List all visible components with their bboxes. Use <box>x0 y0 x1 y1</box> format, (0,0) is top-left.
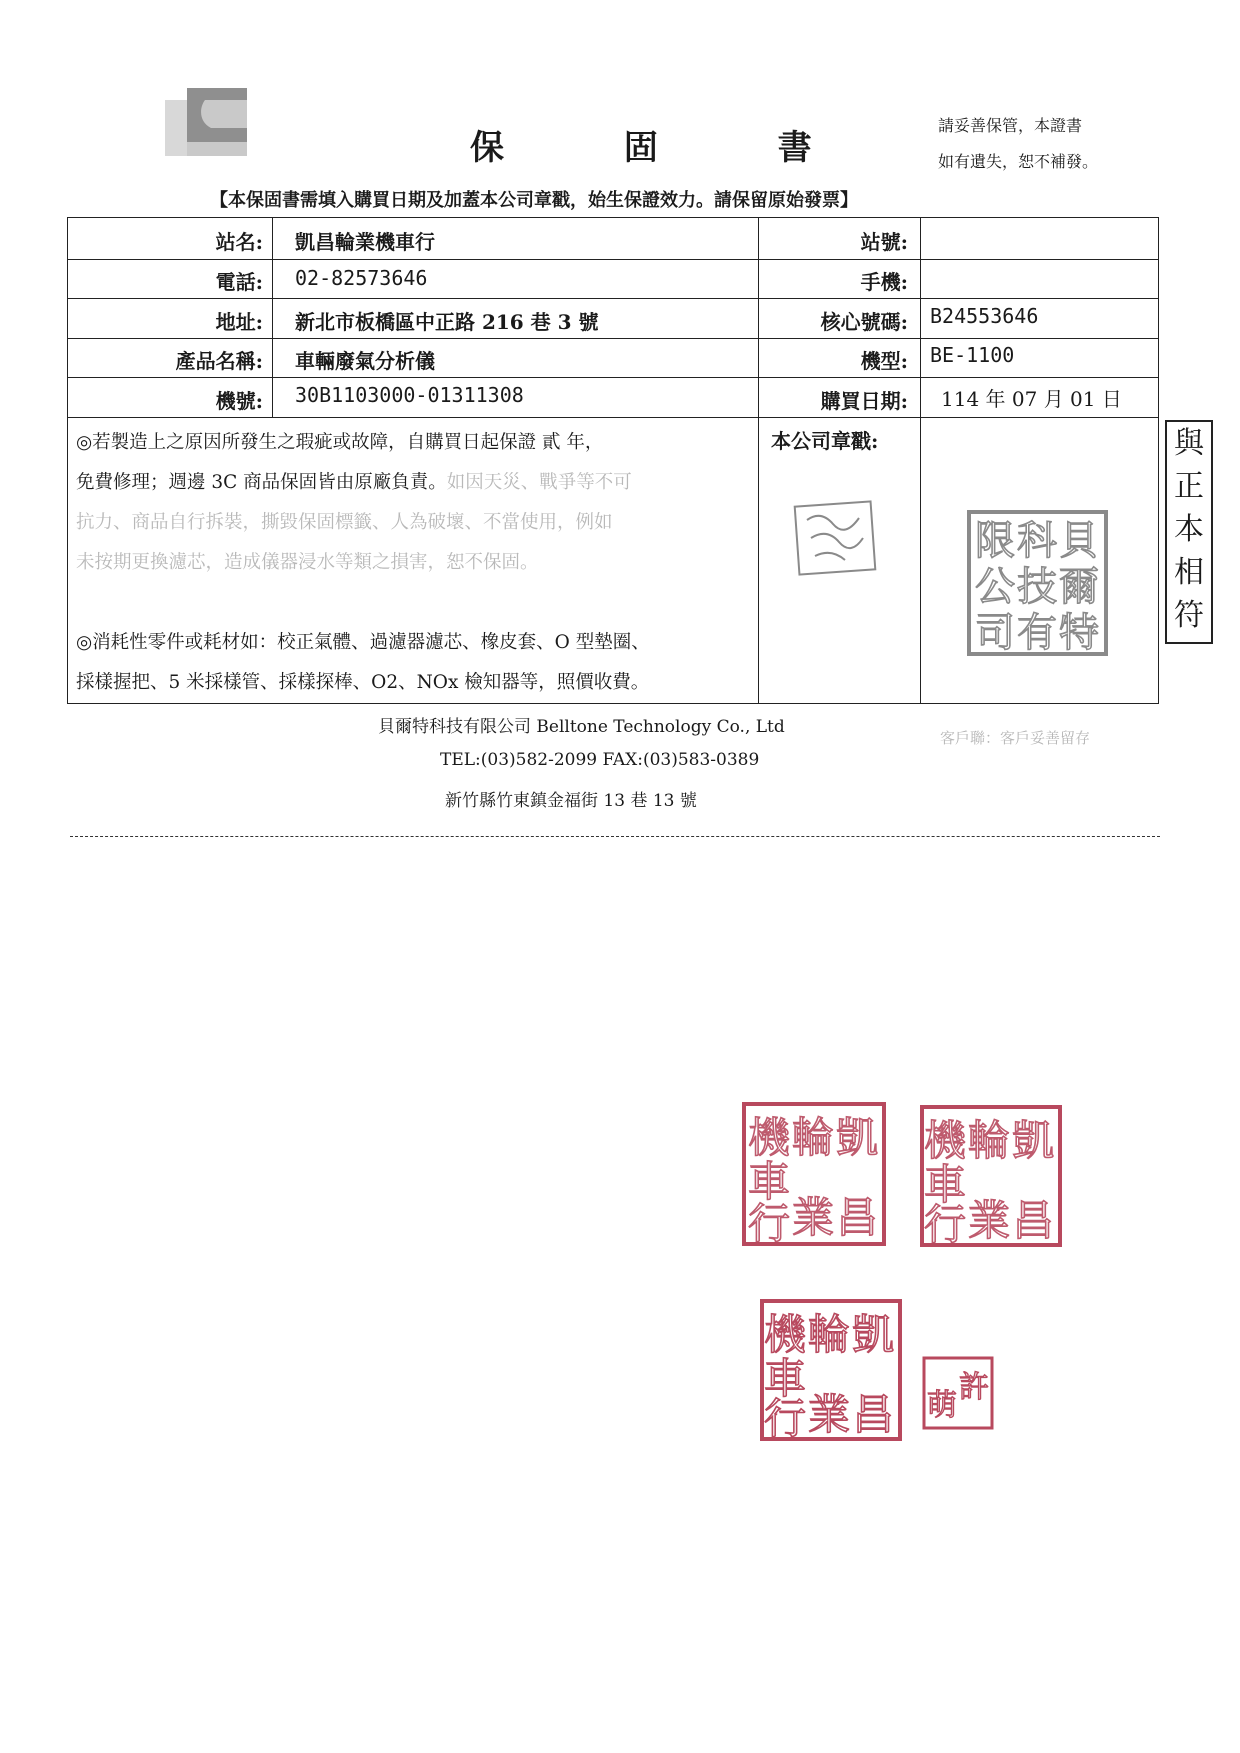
svg-text:限: 限 <box>975 518 1015 564</box>
svg-text:司: 司 <box>975 610 1015 656</box>
store-name-label: 站名: <box>215 230 263 254</box>
svg-text:輪: 輪 <box>808 1310 851 1359</box>
svg-text:業: 業 <box>792 1193 835 1242</box>
warranty-terms <box>76 423 754 583</box>
svg-text:昌: 昌 <box>836 1193 879 1242</box>
warranty-line3: 抗力、商品自行拆裝，撕毀保固標籤、人為破壞、不當使用，例如 <box>76 512 613 533</box>
svg-text:業: 業 <box>968 1196 1011 1245</box>
svg-text:機: 機 <box>748 1113 791 1162</box>
purchase-date-label: 購買日期: <box>820 389 908 413</box>
footer-address: 新竹縣竹東鎮金福街 13 巷 13 號 <box>445 791 697 811</box>
keep-note-line2: 如有遺失，恕不補發。 <box>938 152 1099 171</box>
svg-text:行: 行 <box>748 1199 791 1248</box>
svg-text:行: 行 <box>924 1200 967 1249</box>
core-no-value[interactable]: B24553646 <box>930 304 1039 328</box>
consumables-terms <box>76 623 754 703</box>
footer-contact: TEL:(03)582-2099 FAX:(03)583-0389 <box>440 750 760 770</box>
model-value[interactable]: BE-1100 <box>930 343 1015 367</box>
svg-text:公: 公 <box>975 564 1015 610</box>
store-name-value[interactable]: 凱昌輪業機車行 <box>295 230 435 254</box>
svg-text:車: 車 <box>764 1354 807 1403</box>
svg-text:技: 技 <box>1017 564 1057 610</box>
model-label: 機型: <box>860 349 908 373</box>
address-value[interactable]: 新北市板橋區中正路 216 巷 3 號 <box>295 310 599 334</box>
warranty-line2b: 如因天災、戰爭等不可 <box>446 472 632 493</box>
warranty-line2a: 免費修理；週邊 3C 商品保固皆由原廠負責。 <box>76 472 447 493</box>
keep-note <box>938 108 1158 180</box>
svg-text:特: 特 <box>1059 610 1099 656</box>
serial-label: 機號: <box>215 389 263 413</box>
document-title: 保 固 書 <box>470 128 866 168</box>
consumables-line1: ◎消耗性零件或耗材如：校正氣體、過濾器濾芯、橡皮套、O 型墊圈、 <box>76 632 650 653</box>
warranty-form-table <box>67 217 1159 704</box>
product-name-value[interactable]: 車輛廢氣分析儀 <box>295 349 435 373</box>
store-seal <box>918 1103 1064 1249</box>
serial-value[interactable]: 30B1103000-01311308 <box>295 383 524 407</box>
certified-copy-char: 本 <box>1174 512 1204 547</box>
certified-copy-char: 正 <box>1174 469 1204 504</box>
svg-text:機: 機 <box>924 1116 967 1165</box>
core-no-label: 核心號碼: <box>820 310 908 334</box>
svg-text:貝: 貝 <box>1059 518 1099 564</box>
purchase-date-value[interactable]: 114 年 07 月 01 日 <box>941 387 1122 411</box>
company-seal <box>965 508 1110 658</box>
svg-text:行: 行 <box>764 1394 807 1443</box>
svg-text:許: 許 <box>959 1370 989 1405</box>
validity-notice: 【本保固書需填入購買日期及加蓋本公司章戳，始生保證效力。請保留原始發票】 <box>210 190 858 211</box>
svg-text:輪: 輪 <box>792 1113 835 1162</box>
cut-line <box>70 836 1160 837</box>
svg-text:車: 車 <box>924 1160 967 1209</box>
store-seal <box>758 1297 904 1443</box>
station-no-label: 站號: <box>860 230 908 254</box>
certified-copy-char: 符 <box>1174 598 1204 633</box>
address-label: 地址: <box>215 310 263 334</box>
warranty-line2 <box>76 463 754 503</box>
svg-text:萌: 萌 <box>927 1388 957 1423</box>
phone-value[interactable]: 02-82573646 <box>295 266 428 290</box>
svg-text:昌: 昌 <box>1012 1196 1055 1245</box>
warranty-line1: ◎若製造上之原因所發生之瑕疵或故障，自購買日起保證 貳 年， <box>76 432 604 453</box>
personal-seal <box>921 1355 995 1431</box>
company-logo <box>165 88 247 156</box>
certified-copy-char: 與 <box>1174 426 1204 461</box>
product-name-label: 產品名稱: <box>175 349 263 373</box>
svg-text:輪: 輪 <box>968 1116 1011 1165</box>
footer-company: 貝爾特科技有限公司 Belltone Technology Co., Ltd <box>378 717 785 737</box>
staff-signature-stamp <box>793 498 878 578</box>
company-stamp-label: 本公司章戳: <box>771 429 879 453</box>
svg-text:凱: 凱 <box>852 1310 895 1359</box>
phone-label: 電話: <box>215 270 263 294</box>
svg-text:車: 車 <box>748 1157 791 1206</box>
certified-copy-stamp <box>1165 420 1213 644</box>
store-seal <box>740 1100 888 1248</box>
certified-copy-char: 相 <box>1174 555 1204 590</box>
svg-text:爾: 爾 <box>1059 564 1099 610</box>
svg-text:科: 科 <box>1017 518 1057 564</box>
svg-text:業: 業 <box>808 1390 851 1439</box>
keep-note-line1: 請妥善保管，本證書 <box>938 116 1083 135</box>
warranty-line4: 未按期更換濾芯，造成儀器浸水等類之損害，恕不保固。 <box>76 552 539 573</box>
consumables-line2: 採樣握把、5 米採樣管、採樣探棒、O2、NOx 檢知器等，照價收費。 <box>76 672 650 693</box>
customer-copy-note: 客戶聯：客戶妥善留存 <box>940 729 1091 747</box>
mobile-label: 手機: <box>860 270 908 294</box>
svg-text:機: 機 <box>764 1310 807 1359</box>
svg-text:有: 有 <box>1017 610 1057 656</box>
svg-text:凱: 凱 <box>836 1113 879 1162</box>
svg-text:昌: 昌 <box>852 1390 895 1439</box>
svg-text:凱: 凱 <box>1012 1116 1055 1165</box>
